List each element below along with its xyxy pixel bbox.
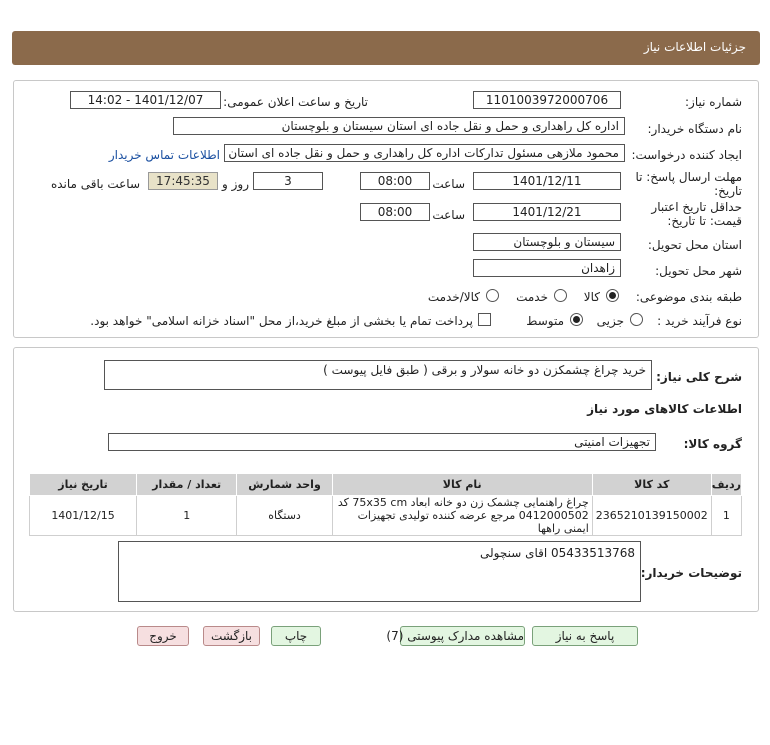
send-deadline-date-field: 1401/12/11 xyxy=(473,172,621,190)
treasury-payment-checkbox[interactable] xyxy=(478,313,491,326)
col-date-header: تاریخ نیاز xyxy=(30,474,137,496)
validity-time-field: 08:00 xyxy=(360,203,430,221)
col-row-header: ردیف xyxy=(711,474,741,496)
send-deadline-label-2: تاریخ: xyxy=(714,184,742,198)
need-summary-field: خرید چراغ چشمکزن دو خانه سولار و برقی ( طبق فایل پیوست ) xyxy=(104,360,652,390)
process-minor-radio[interactable] xyxy=(630,313,643,326)
validity-label-2: قیمت: تا تاریخ: xyxy=(667,214,742,228)
goods-table-header xyxy=(30,474,742,496)
process-medium-radio[interactable] xyxy=(570,313,583,326)
view-attachments-button[interactable]: مشاهده مدارک پیوستی (7) xyxy=(400,626,525,646)
goods-table xyxy=(29,473,742,536)
process-medium-label: متوسط xyxy=(526,314,564,328)
days-remaining-field: 3 xyxy=(253,172,323,190)
page-title: جزئیات اطلاعات نیاز xyxy=(643,40,746,54)
buyer-org-field: اداره کل راهداری و حمل و نقل جاده ای استان سیستان و بلوچستان xyxy=(173,117,625,135)
goods-info-heading: اطلاعات کالاهای مورد نیاز xyxy=(587,402,742,416)
goods-group-label: گروه کالا: xyxy=(683,437,742,451)
delivery-province-field: سیستان و بلوچستان xyxy=(473,233,621,251)
send-deadline-hour-label: ساعت xyxy=(432,177,465,191)
cell-qty: 1 xyxy=(137,496,237,536)
col-name-header: نام کالا xyxy=(332,474,592,496)
cell-name-line-1: چراغ راهنمایی چشمک زن دو خانه ابعاد 75x35 cm کد xyxy=(337,496,589,509)
send-deadline-label: مهلت ارسال پاسخ: تا xyxy=(635,170,742,184)
buyer-notes-field: 05433513768 اقای سنچولی xyxy=(118,541,641,602)
col-qty-header: تعداد / مقدار xyxy=(137,474,237,496)
print-button[interactable]: چاپ xyxy=(271,626,321,646)
delivery-city-label: شهر محل تحویل: xyxy=(655,264,742,278)
validity-date-field: 1401/12/21 xyxy=(473,203,621,221)
requester-field: محمود ملازهی مسئول تدارکات اداره کل راهداری و حمل و نقل جاده ای استان xyxy=(224,144,625,162)
category-goods-radio[interactable] xyxy=(606,289,619,302)
col-code-header: کد کالا xyxy=(592,474,711,496)
need-number-field: 1101003972000706 xyxy=(473,91,621,109)
need-number-label: شماره نیاز: xyxy=(685,95,742,109)
buyer-notes-label: توضیحات خریدار: xyxy=(640,566,742,580)
cell-code: 2365210139150002 xyxy=(592,496,711,536)
delivery-province-label: استان محل تحویل: xyxy=(647,238,742,252)
buyer-org-label: نام دستگاه خریدار: xyxy=(647,122,742,136)
category-goods-label: کالا xyxy=(583,290,600,304)
remaining-time-field: 17:45:35 xyxy=(148,172,218,190)
category-label: طبقه بندی موضوعی: xyxy=(635,290,742,304)
reply-button[interactable]: پاسخ به نیاز xyxy=(532,626,638,646)
category-goods-service-label: کالا/خدمت xyxy=(427,290,480,304)
buyer-contact-link[interactable]: اطلاعات تماس خریدار xyxy=(108,148,220,162)
validity-hour-label: ساعت xyxy=(432,208,465,222)
cell-unit: دستگاه xyxy=(237,496,332,536)
treasury-payment-note: پرداخت تمام یا بخشی از مبلغ خرید،از محل "اسناد خزانه اسلامی" خواهد بود. xyxy=(90,314,473,328)
process-label: نوع فرآیند خرید : xyxy=(657,314,742,328)
table-row xyxy=(30,496,742,536)
category-goods-service-radio[interactable] xyxy=(486,289,499,302)
remaining-time-label: ساعت باقی مانده xyxy=(50,177,140,191)
cell-name-line-2: 0412000502 مرجع عرضه کننده تولیدی تجهیزات ایمنی راهها xyxy=(357,509,589,535)
process-minor-label: جزیی xyxy=(596,314,624,328)
back-button[interactable]: بازگشت xyxy=(203,626,260,646)
exit-button[interactable]: خروج xyxy=(137,626,189,646)
validity-label: حداقل تاریخ اعتبار xyxy=(651,200,742,214)
page-header xyxy=(12,31,760,65)
announce-label: تاریخ و ساعت اعلان عمومی: xyxy=(223,95,368,109)
need-summary-label: شرح کلی نیاز: xyxy=(656,370,742,384)
delivery-city-field: زاهدان xyxy=(473,259,621,277)
category-service-radio[interactable] xyxy=(554,289,567,302)
goods-group-field: تجهیزات امنیتی xyxy=(108,433,656,451)
category-service-label: خدمت xyxy=(516,290,548,304)
announce-field: 1401/12/07 - 14:02 xyxy=(70,91,221,109)
requester-label: ایجاد کننده درخواست: xyxy=(631,148,742,162)
cell-row: 1 xyxy=(711,496,741,536)
send-deadline-time-field: 08:00 xyxy=(360,172,430,190)
cell-date: 1401/12/15 xyxy=(30,496,137,536)
days-label: روز و xyxy=(222,177,249,191)
col-unit-header: واحد شمارش xyxy=(237,474,332,496)
cell-name xyxy=(332,496,592,536)
